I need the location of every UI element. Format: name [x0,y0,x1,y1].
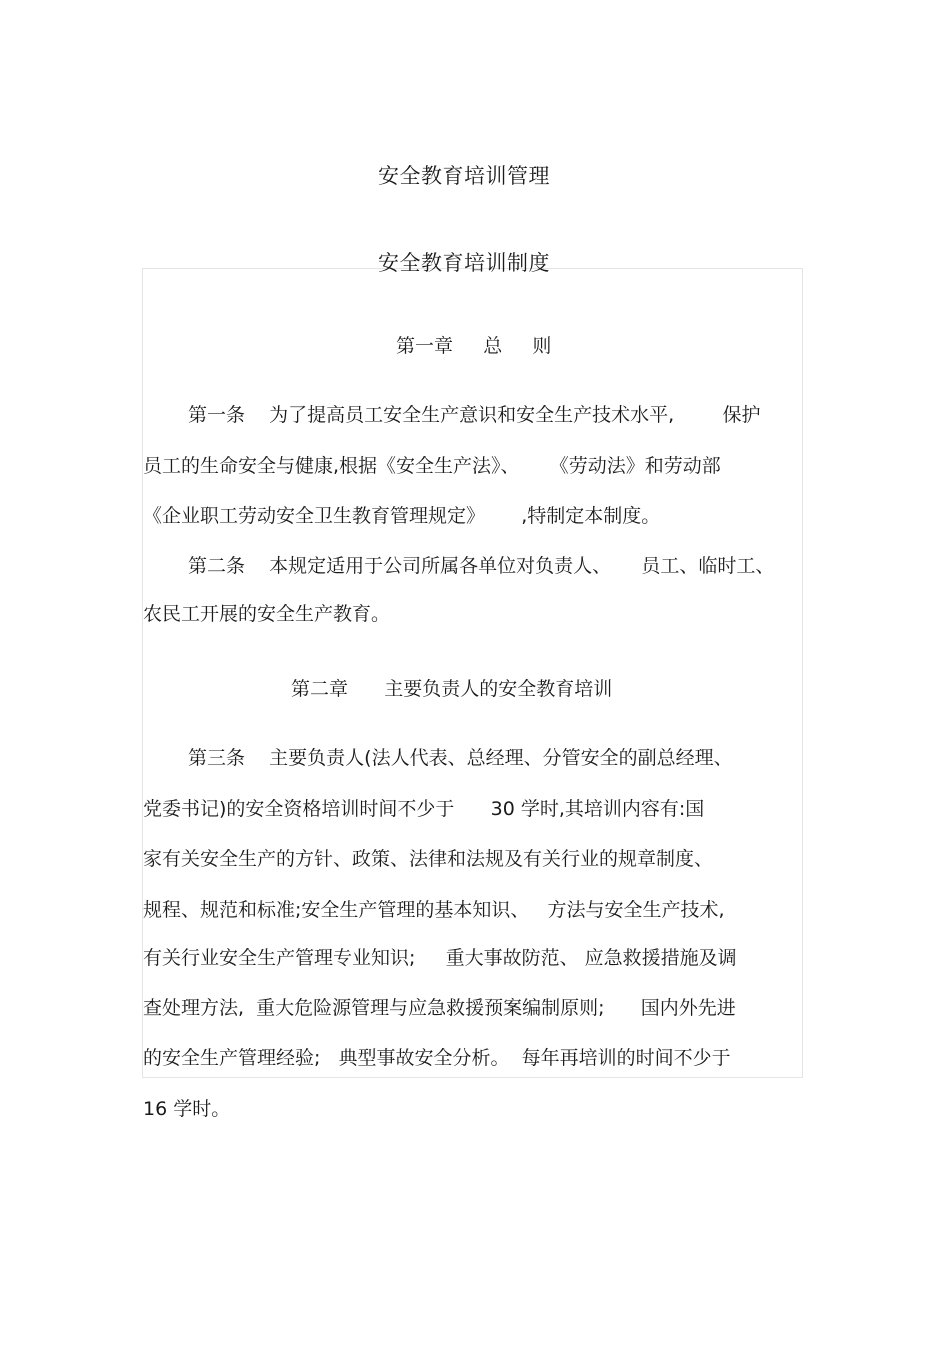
article-3-line-1: 第三条 主要负责人(法人代表、总经理、分管安全的副总经理、 [188,747,733,769]
article-2-line-2: 农民工开展的安全生产教育。 [143,603,391,625]
article-3-line-7: 的安全生产管理经验; 典型事故安全分析。 每年再培训的时间不少于 [143,1047,731,1069]
article-2-line-1: 第二条 本规定适用于公司所属各单位对负责人、 员工、临时工、 [188,555,775,577]
document-title: 安全教育培训管理 [378,164,550,188]
article-3-line-5: 有关行业安全生产管理专业知识; 重大事故防范、 应急救援措施及调 [143,947,737,969]
article-3-line-8: 16 学时。 [143,1098,231,1120]
document-subtitle: 安全教育培训制度 [378,251,550,275]
article-3-line-4: 规程、规范和标准;安全生产管理的基本知识、 方法与安全生产技术, [143,899,725,921]
article-1-line-1: 第一条 为了提高员工安全生产意识和安全生产技术水平, 保护 [188,404,761,426]
article-3-line-3: 家有关安全生产的方针、政策、法律和法规及有关行业的规章制度、 [143,848,714,870]
article-1-line-3: 《企业职工劳动安全卫生教育管理规定》 ,特制定本制度。 [143,505,661,527]
article-3-line-6: 查处理方法, 重大危险源管理与应急救援预案编制原则; 国内外先进 [143,997,736,1019]
chapter-2-heading: 第二章 主要负责人的安全教育培训 [291,678,613,700]
article-1-line-2: 员工的生命安全与健康,根据《安全生产法》、 《劳动法》和劳动部 [143,455,721,477]
article-3-line-2: 党委书记)的安全资格培训时间不少于 30 学时,其培训内容有:国 [143,798,705,820]
chapter-1-heading: 第一章 总 则 [396,335,552,357]
